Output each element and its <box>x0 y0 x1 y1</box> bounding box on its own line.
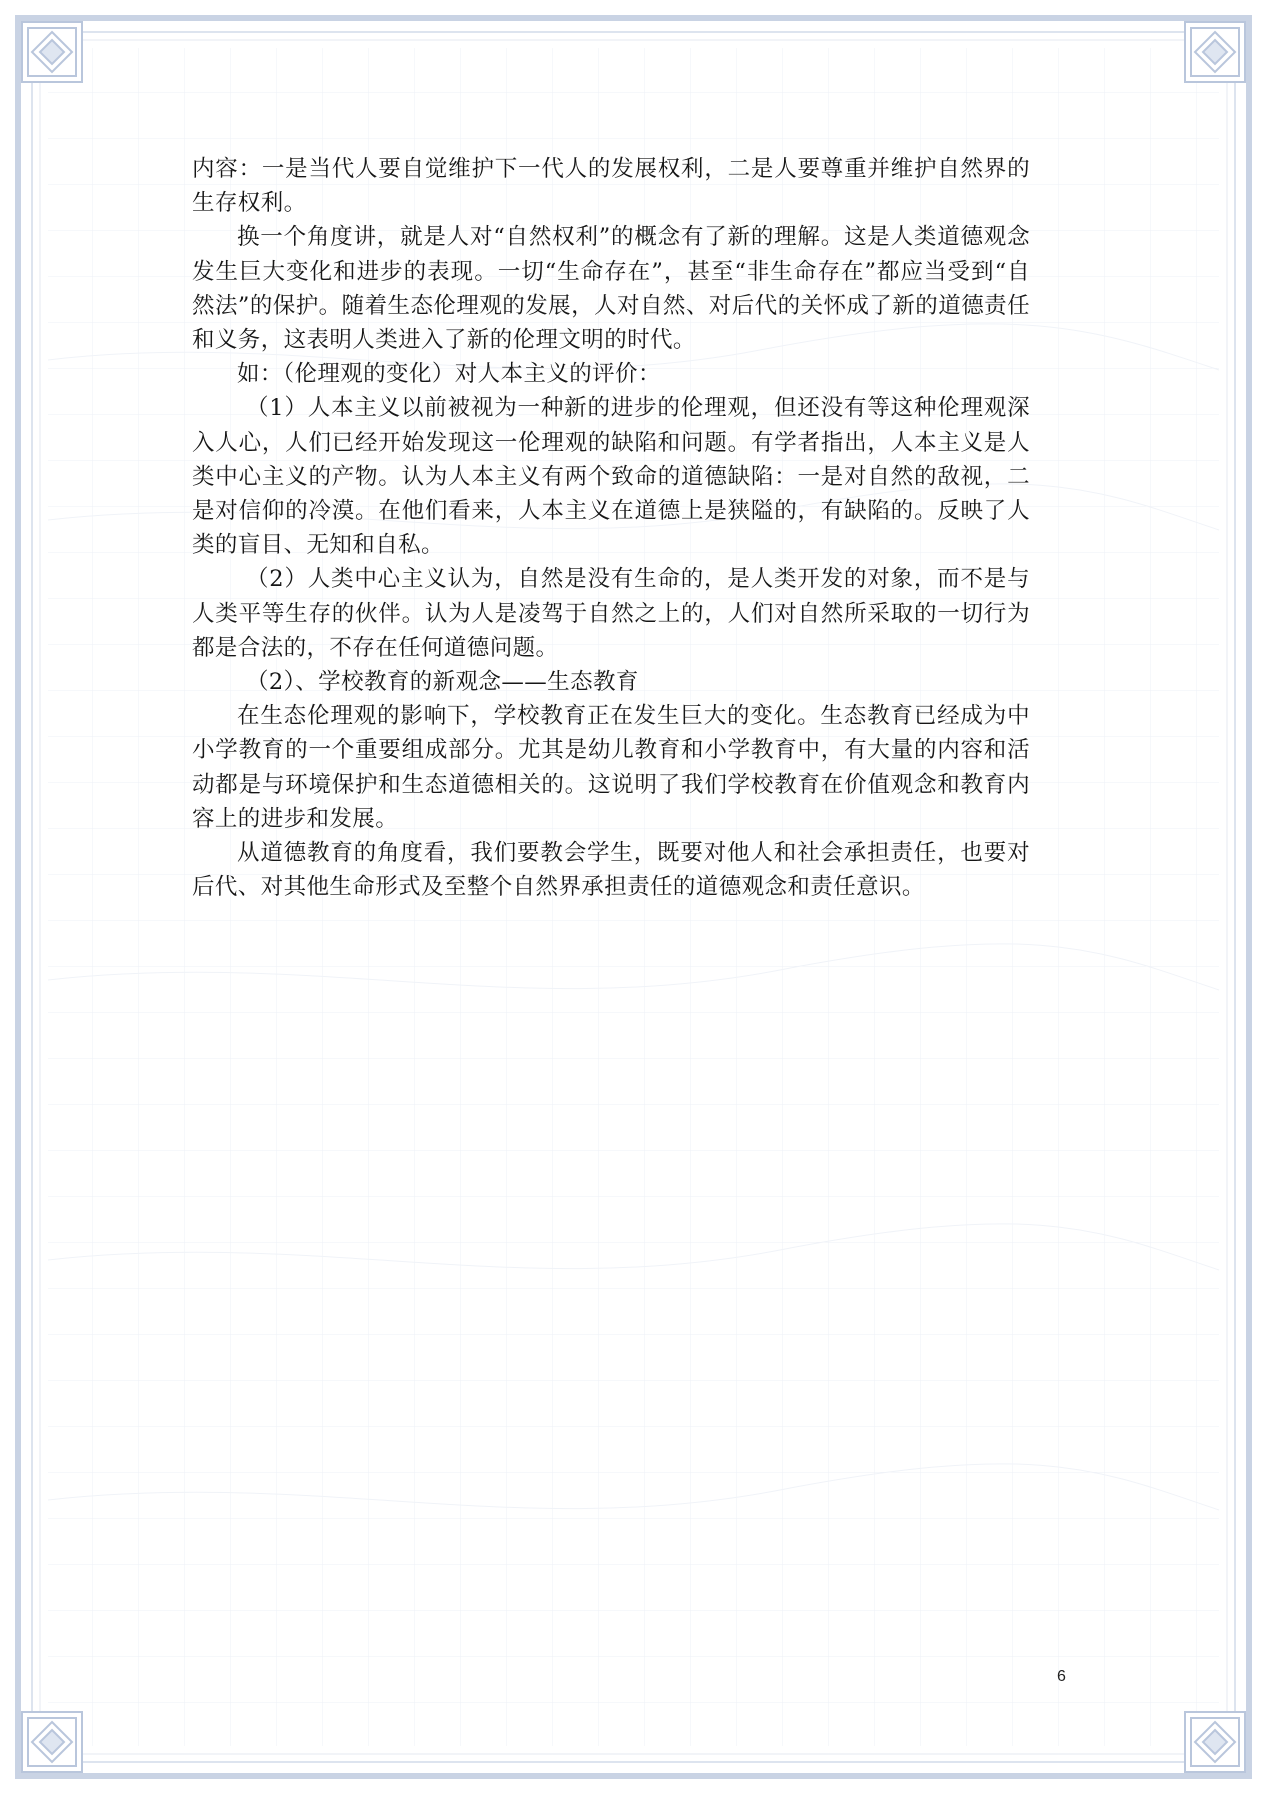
body-text <box>192 152 1030 904</box>
corner-ornament-top-left <box>22 22 82 82</box>
corner-ornament-top-right <box>1185 22 1245 82</box>
corner-ornament-bottom-right <box>1185 1712 1245 1772</box>
paragraph-example-heading: 如：（伦理观的变化）对人本主义的评价： <box>237 361 661 388</box>
paragraph-moral-education: 从道德教育的角度看，我们要教会学生，既要对他人和社会承担责任，也要对后代、对其他生命形式及至整个自然界承担责任的道德观念和责任意识。 <box>192 840 1030 901</box>
section-heading-ecological-education: （2）、学校教育的新观念——生态教育 <box>246 669 639 696</box>
paragraph-natural-rights: 换一个角度讲，就是人对“自然权利”的概念有了新的理解。这是人类道德观念发生巨大变化和进步的表现。一切“生命存在”，甚至“非生命存在”都应当受到“自然法”的保护。随着生态伦理观的发展，人对自然、对后代的关怀成了新的道德责任和义务，这表明人类进入了新的伦理文明的时代。 <box>192 224 1030 354</box>
paragraph-point-2: （2）人类中心主义认为，自然是没有生命的，是人类开发的对象，而不是与人类平等生存的伙伴。认为人是凌驾于自然之上的，人们对自然所采取的一切行为都是合法的，不存在任何道德问题。 <box>192 566 1030 661</box>
paragraph-school-education: 在生态伦理观的影响下，学校教育正在发生巨大的变化。生态教育已经成为中小学教育的一个重要组成部分。尤其是幼儿教育和小学教育中，有大量的内容和活动都是与环境保护和生态道德相关的。这说明了我们学校教育在价值观念和教育内容上的进步和发展。 <box>192 703 1030 832</box>
corner-ornament-bottom-left <box>22 1712 82 1772</box>
paragraph-continuation: 内容：一是当代人要自觉维护下一代人的发展权利，二是人要尊重并维护自然界的生存权利。 <box>192 156 1030 217</box>
paragraph-point-1: （1）人本主义以前被视为一种新的进步的伦理观，但还没有等这种伦理观深入人心，人们已经开始发现这一伦理观的缺陷和问题。有学者指出，人本主义是人类中心主义的产物。认为人本主义有两个致命的道德缺陷：一是对自然的敌视，二是对信仰的冷漠。在他们看来，人本主义在道德上是狭隘的，有缺陷的。反映了人类的盲目、无知和自私。 <box>192 395 1030 559</box>
page-number: 6 <box>1057 1668 1066 1685</box>
